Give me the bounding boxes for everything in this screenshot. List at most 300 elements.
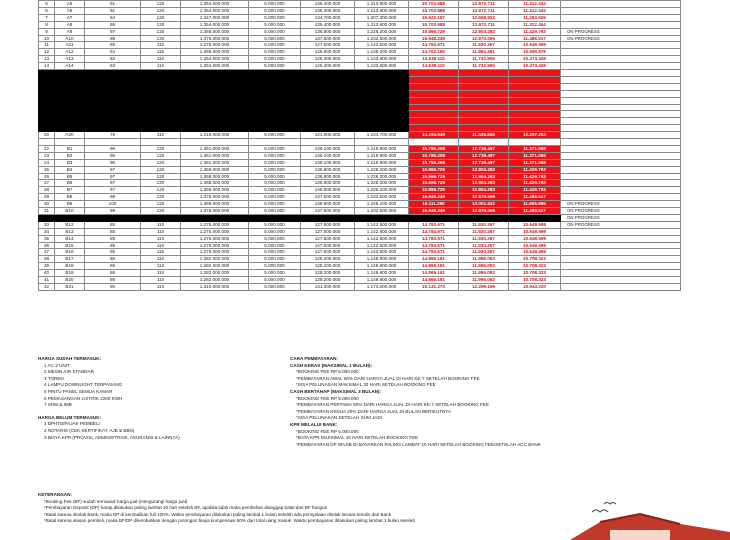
house-illustration — [570, 500, 730, 540]
table-row — [39, 242, 681, 249]
price-cell: 1.275.000.000 — [181, 242, 249, 249]
blank-cell — [561, 125, 681, 132]
unit-no-cell: 27 — [39, 180, 55, 187]
redacted-row — [39, 111, 681, 118]
installment-3-cell: 11.429.793 — [509, 28, 561, 35]
note-item: 6 PEMASANGAN LISTRIK 2200 KWH — [44, 395, 123, 401]
redacted-cell — [39, 97, 409, 104]
down-payment-cell: 125.400.000 — [301, 56, 355, 63]
blank-cell — [141, 138, 181, 145]
price-cell: 1.375.000.000 — [181, 208, 249, 215]
table-section-c — [39, 221, 681, 290]
unit-code-cell: A14 — [55, 63, 85, 70]
separator-row — [39, 214, 681, 221]
down-payment-cell: 127.500.000 — [301, 228, 355, 235]
table-row — [39, 208, 681, 215]
land-area-cell: 85 — [85, 42, 141, 49]
redacted-red-cell — [509, 125, 561, 132]
table-row — [39, 49, 681, 56]
building-size-cell: 110 — [141, 263, 181, 270]
price-cell: 1.219.000.000 — [181, 132, 249, 139]
price-cell: 1.275.000.000 — [181, 221, 249, 228]
blank-cell — [561, 111, 681, 118]
installment-3-cell: 10.473.426 — [509, 56, 561, 63]
notes-left — [38, 356, 278, 441]
installment-2-cell: 11.930.267 — [459, 228, 509, 235]
price-cell: 1.368.000.000 — [181, 180, 249, 187]
table-row — [39, 194, 681, 201]
unit-no-cell: 29 — [39, 194, 55, 201]
cash-list — [290, 369, 720, 389]
status-cell: ON PROGRESS — [561, 35, 681, 42]
redacted-cell — [39, 90, 409, 97]
building-size-cell: 120 — [141, 145, 181, 152]
land-area-cell: 98 — [85, 208, 141, 215]
price-table — [38, 0, 681, 291]
status-cell — [561, 277, 681, 284]
kpr-amount-cell: 1.219.900.000 — [355, 159, 409, 166]
building-size-cell: 110 — [141, 56, 181, 63]
price-cell: 1.275.000.000 — [181, 249, 249, 256]
table-row-20 — [39, 132, 681, 146]
booking-fee-cell: 5.000.000 — [249, 221, 301, 228]
redacted-cell — [39, 76, 409, 83]
installment-2-cell: 11.996.053 — [459, 256, 509, 263]
installment-3-cell: 11.312.344 — [509, 7, 561, 14]
land-area-cell: 97 — [85, 187, 141, 194]
down-payment-cell: 136.800.000 — [301, 180, 355, 187]
note-item: *PEMBAYARAN AWAL 60% DARI HARGA JUAL DI HARI KE-7 SETELAH BOOKING FEE — [296, 375, 480, 381]
blank-cell — [409, 138, 459, 145]
redacted-red-cell — [459, 118, 509, 125]
note-item: 5 PINTU PANEL SEMUA KAMAR — [44, 388, 113, 394]
down-payment-cell: 131.000.000 — [301, 284, 355, 291]
installment-3-cell: 10.649.599 — [509, 42, 561, 49]
status-cell — [561, 242, 681, 249]
installment-1-cell: 14.539.110 — [409, 56, 459, 63]
status-cell: ON PROGRESS — [561, 201, 681, 208]
unit-no-cell: 30 — [39, 201, 55, 208]
booking-fee-cell: 5.000.000 — [249, 235, 301, 242]
price-cell: 1.368.000.000 — [181, 166, 249, 173]
kpr-amount-cell: 1.104.700.000 — [355, 132, 409, 139]
installment-2-cell: 12.738.497 — [459, 145, 509, 152]
status-cell — [561, 187, 681, 194]
status-cell — [561, 56, 681, 63]
booking-fee-cell: 5.000.000 — [249, 49, 301, 56]
installment-3-cell: 10.708.323 — [509, 256, 561, 263]
table-row — [39, 235, 681, 242]
redacted-red-cell — [509, 118, 561, 125]
land-area-cell: 95 — [85, 21, 141, 28]
blank-cell — [561, 97, 681, 104]
blank-cell — [561, 90, 681, 97]
installment-3-cell: 11.605.965 — [509, 201, 561, 208]
installment-1-cell: 15.866.729 — [409, 166, 459, 173]
land-area-cell: 96 — [85, 152, 141, 159]
excluded-title: HARGA BELUM TERMASUK: — [38, 414, 102, 420]
booking-fee-cell: 5.000.000 — [249, 63, 301, 70]
installment-1-cell: 15.948.249 — [409, 194, 459, 201]
included-title: HARGA SUDAH TERMASUK: — [38, 356, 102, 361]
status-cell — [561, 166, 681, 173]
unit-code-cell: B4 — [55, 166, 85, 173]
table-section-b — [39, 145, 681, 214]
building-size-cell: 120 — [141, 208, 181, 215]
down-payment-cell: 128.200.000 — [301, 270, 355, 277]
table-row — [39, 35, 681, 42]
unit-code-cell: B16 — [55, 249, 85, 256]
building-size-cell: 120 — [141, 194, 181, 201]
down-payment-cell: 136.800.000 — [301, 173, 355, 180]
land-area-cell: 86 — [85, 263, 141, 270]
blank-cell — [55, 138, 85, 145]
installment-3-cell: 10.708.323 — [509, 263, 561, 270]
redacted-red-cell — [409, 111, 459, 118]
booking-fee-cell: 5.000.000 — [249, 166, 301, 173]
unit-code-cell: A5 — [55, 1, 85, 8]
installment-3-cell: 10.649.599 — [509, 221, 561, 228]
down-payment-cell: 136.800.000 — [301, 28, 355, 35]
redacted-row — [39, 118, 681, 125]
note-item: *BATA KPR MAKSIMAL 10 HARI SETELAH BOOKING FEE — [296, 435, 419, 441]
booking-fee-cell: 5.000.000 — [249, 14, 301, 21]
unit-code-cell: B12 — [55, 221, 85, 228]
down-payment-cell: 126.800.000 — [301, 49, 355, 56]
unit-code-cell: B9 — [55, 201, 85, 208]
redacted-red-cell — [459, 76, 509, 83]
installment-3-cell: 11.488.517 — [509, 208, 561, 215]
price-cell: 1.368.000.000 — [181, 28, 249, 35]
price-cell: 1.354.000.000 — [181, 7, 249, 14]
booking-fee-cell: 5.000.000 — [249, 173, 301, 180]
table-row — [39, 7, 681, 14]
land-area-cell: 84 — [85, 49, 141, 56]
installment-1-cell: 14.865.191 — [409, 263, 459, 270]
kpr-amount-cell: 1.142.500.000 — [355, 242, 409, 249]
booking-fee-cell: 5.000.000 — [249, 159, 301, 166]
unit-code-cell: B20 — [55, 277, 85, 284]
land-area-cell: 97 — [85, 28, 141, 35]
installment-2-cell: 12.606.923 — [459, 14, 509, 21]
table-row — [39, 1, 681, 8]
installment-3-cell: 11.488.517 — [509, 35, 561, 42]
status-cell — [561, 180, 681, 187]
installment-3-cell: 10.590.875 — [509, 49, 561, 56]
blank-cell — [301, 138, 355, 145]
blank-cell — [561, 104, 681, 111]
price-cell: 1.375.000.000 — [181, 35, 249, 42]
note-item: 7 SHM & IMB — [44, 402, 72, 408]
installment-2-cell: 11.930.267 — [459, 249, 509, 256]
booking-fee-cell: 5.000.000 — [249, 145, 301, 152]
redacted-red-cell — [409, 118, 459, 125]
land-area-cell: 83 — [85, 56, 141, 63]
install-list — [290, 396, 720, 422]
unit-code-cell: B15 — [55, 242, 85, 249]
kpr-amount-cell: 1.226.200.000 — [355, 180, 409, 187]
down-payment-cell: 127.500.000 — [301, 42, 355, 49]
booking-fee-cell: 5.000.000 — [249, 56, 301, 63]
installment-3-cell: 10.708.323 — [509, 277, 561, 284]
blank-cell — [561, 118, 681, 125]
installment-1-cell: 15.703.688 — [409, 1, 459, 8]
land-area-cell: 91 — [85, 1, 141, 8]
unit-no-cell: 31 — [39, 208, 55, 215]
redacted-row — [39, 70, 681, 77]
redacted-red-cell — [509, 111, 561, 118]
unit-no-cell: 41 — [39, 277, 55, 284]
installment-2-cell: 12.870.069 — [459, 208, 509, 215]
blank-row — [39, 138, 681, 145]
installment-2-cell: 11.864.481 — [459, 49, 509, 56]
land-area-cell: 96 — [85, 145, 141, 152]
redacted-cell — [39, 83, 409, 90]
land-area-cell: 85 — [85, 242, 141, 249]
land-area-cell: 97 — [85, 166, 141, 173]
redacted-row — [39, 83, 681, 90]
booking-fee-cell: 5.000.000 — [249, 228, 301, 235]
status-cell — [561, 263, 681, 270]
kpr-amount-cell: 1.142.500.000 — [355, 228, 409, 235]
status-cell — [561, 21, 681, 28]
redacted-cell — [39, 118, 409, 125]
kpr-amount-cell: 1.142.500.000 — [355, 221, 409, 228]
payment-title: CARA PEMBAYARAN: — [290, 356, 338, 361]
cash-title: CASH KERAS (MAKSIMAL 1 BULAN): — [290, 362, 373, 368]
kpr-amount-cell: 1.148.800.000 — [355, 270, 409, 277]
table-row — [39, 145, 681, 152]
installment-2-cell: 12.804.283 — [459, 166, 509, 173]
status-cell — [561, 194, 681, 201]
price-cell: 1.275.000.000 — [181, 235, 249, 242]
table-row — [39, 256, 681, 263]
status-cell: ON PROGRESS — [561, 28, 681, 35]
land-area-cell: 86 — [85, 256, 141, 263]
building-size-cell: 120 — [141, 173, 181, 180]
unit-no-cell: 36 — [39, 242, 55, 249]
installment-1-cell: 15.866.729 — [409, 187, 459, 194]
note-item: *Booking Fee (BF) sudah termasuk harga jual (mengurangi harga jual) — [44, 498, 188, 504]
booking-fee-cell: 5.000.000 — [249, 208, 301, 215]
note-item: *Pembayaran Deposit (DP) harap dilakukan paling lambat 10 hari setelah BF, apabila tidak maka pembelian dianggap batal dan BF hangus — [44, 505, 327, 511]
booking-fee-cell: 5.000.000 — [249, 21, 301, 28]
status-cell — [561, 132, 681, 139]
blank-cell — [561, 70, 681, 77]
note-item: *SISA PELUNASAN MAKSIMAL 30 HARI SETELAH BOOKING FEE — [296, 382, 436, 388]
redacted-red-cell — [459, 83, 509, 90]
separator-cell — [39, 214, 561, 221]
installment-2-cell: 12.738.497 — [459, 152, 509, 159]
price-cell: 1.354.000.000 — [181, 1, 249, 8]
note-item: *BOOKING FEE RP 5.000.000 — [296, 369, 359, 375]
status-cell — [561, 42, 681, 49]
installment-3-cell: 11.371.068 — [509, 159, 561, 166]
note-item: *PEMBAYARAN PERTAMA 60% DARI HARGA JUAL DI HARI KE-7 SETELAH BOOKING FEE — [296, 402, 489, 408]
land-area-cell: 100 — [85, 201, 141, 208]
redacted-red-cell — [509, 97, 561, 104]
excluded-list — [38, 421, 278, 441]
blank-cell — [39, 138, 55, 145]
table-row — [39, 263, 681, 270]
booking-fee-cell: 5.000.000 — [249, 277, 301, 284]
blank-cell — [561, 138, 681, 145]
building-size-cell: 110 — [141, 235, 181, 242]
installment-2-cell: 12.672.711 — [459, 7, 509, 14]
installment-1-cell: 15.131.273 — [409, 284, 459, 291]
redacted-red-cell — [409, 70, 459, 77]
installment-2-cell: 13.001.642 — [459, 201, 509, 208]
note-item: *Batal karena alasan pembeli, maka BF/DP dikembalikan dengan potongan biaya kompensasi 50% dari total uang masuk. Waktu pembayaran dilakukan paling lambat 1 bulan setelah — [44, 518, 416, 524]
unit-no-cell: 25 — [39, 166, 55, 173]
table-row — [39, 152, 681, 159]
kpr-amount-cell: 1.148.800.000 — [355, 277, 409, 284]
unit-no-cell: 37 — [39, 249, 55, 256]
price-cell: 1.368.000.000 — [181, 173, 249, 180]
kpr-amount-cell: 1.123.600.000 — [355, 56, 409, 63]
land-area-cell: 78 — [85, 132, 141, 139]
status-cell — [561, 228, 681, 235]
kpr-amount-cell: 1.207.300.000 — [355, 14, 409, 21]
booking-fee-cell: 5.000.000 — [249, 263, 301, 270]
table-row — [39, 56, 681, 63]
unit-code-cell: A12 — [55, 49, 85, 56]
installment-3-cell: 10.649.599 — [509, 242, 561, 249]
table-row — [39, 228, 681, 235]
table-row — [39, 270, 681, 277]
price-cell: 1.254.000.000 — [181, 63, 249, 70]
installment-2-cell: 12.804.283 — [459, 187, 509, 194]
redacted-red-cell — [459, 125, 509, 132]
redacted-row — [39, 97, 681, 104]
kpr-amount-cell: 1.148.800.000 — [355, 263, 409, 270]
kpr-amount-cell: 1.232.500.000 — [355, 208, 409, 215]
installment-2-cell: 11.930.267 — [459, 235, 509, 242]
kpr-amount-cell: 1.226.200.000 — [355, 187, 409, 194]
down-payment-cell: 136.800.000 — [301, 187, 355, 194]
kpr-amount-cell: 1.213.600.000 — [355, 7, 409, 14]
kpr-amount-cell: 1.174.000.000 — [355, 284, 409, 291]
land-area-cell: 85 — [85, 221, 141, 228]
redacted-row — [39, 125, 681, 132]
installment-3-cell: 10.649.599 — [509, 235, 561, 242]
booking-fee-cell: 5.000.000 — [249, 270, 301, 277]
redacted-red-cell — [509, 104, 561, 111]
note-item: *BOOKING FEE RP 5.000.000 — [296, 395, 359, 401]
status-cell — [561, 7, 681, 14]
price-cell: 1.347.000.000 — [181, 14, 249, 21]
down-payment-cell: 128.200.000 — [301, 263, 355, 270]
note-item: *PEMBAYARAN KEDUA 20% DARI HARGA JUAL DI BULAN BERIKUTNYA — [296, 408, 452, 414]
building-size-cell: 120 — [141, 21, 181, 28]
installment-1-cell: 14.783.671 — [409, 242, 459, 249]
building-size-cell: 110 — [141, 242, 181, 249]
unit-code-cell: A11 — [55, 42, 85, 49]
table-row — [39, 63, 681, 70]
unit-no-cell: 22 — [39, 145, 55, 152]
down-payment-cell: 137.500.000 — [301, 35, 355, 42]
unit-no-cell: 26 — [39, 173, 55, 180]
installment-2-cell: 11.535.550 — [459, 132, 509, 139]
table-section-a — [39, 1, 681, 70]
building-size-cell: 110 — [141, 42, 181, 49]
table-row — [39, 28, 681, 35]
down-payment-cell: 127.500.000 — [301, 235, 355, 242]
unit-no-cell: 13 — [39, 56, 55, 63]
redacted-red-cell — [409, 104, 459, 111]
notes-right — [290, 356, 720, 448]
building-size-cell: 120 — [141, 152, 181, 159]
land-area-cell: 94 — [85, 14, 141, 21]
installment-1-cell: 15.622.167 — [409, 14, 459, 21]
kpr-amount-cell: 1.148.800.000 — [355, 256, 409, 263]
redacted-red-cell — [459, 90, 509, 97]
kpr-amount-cell: 1.136.200.000 — [355, 49, 409, 56]
kpr-amount-cell: 1.226.200.000 — [355, 173, 409, 180]
note-item: 1 BPHTB/PAJAK PEMBELI — [44, 421, 100, 427]
land-area-cell: 90 — [85, 284, 141, 291]
price-cell: 1.282.000.000 — [181, 263, 249, 270]
down-payment-cell: 128.200.000 — [301, 277, 355, 284]
redacted-red-cell — [509, 70, 561, 77]
status-cell — [561, 159, 681, 166]
installment-3-cell: 11.429.793 — [509, 180, 561, 187]
unit-code-cell: B3 — [55, 159, 85, 166]
unit-code-cell: B18 — [55, 263, 85, 270]
unit-no-cell: 11 — [39, 42, 55, 49]
unit-code-cell: A8 — [55, 21, 85, 28]
installment-1-cell: 14.702.150 — [409, 49, 459, 56]
unit-code-cell: B6 — [55, 180, 85, 187]
installment-1-cell: 15.703.688 — [409, 21, 459, 28]
unit-no-cell: 33 — [39, 221, 55, 228]
installment-3-cell: 11.429.793 — [509, 166, 561, 173]
land-area-cell: 98 — [85, 35, 141, 42]
bird-icon — [592, 510, 608, 512]
status-cell — [561, 235, 681, 242]
installment-3-cell: 10.297.253 — [509, 132, 561, 139]
redacted-red-cell — [459, 70, 509, 77]
table-row — [39, 173, 681, 180]
redacted-cell — [39, 70, 409, 77]
installment-1-cell: 15.703.688 — [409, 7, 459, 14]
bird-icon — [604, 503, 616, 505]
installment-1-cell: 14.783.671 — [409, 221, 459, 228]
unit-no-cell: 20 — [39, 132, 55, 139]
price-cell: 1.354.000.000 — [181, 21, 249, 28]
table-row — [39, 221, 681, 228]
status-cell — [561, 63, 681, 70]
redacted-red-cell — [409, 125, 459, 132]
booking-fee-cell: 5.000.000 — [249, 180, 301, 187]
table-blackout-block — [39, 70, 681, 132]
note-item: *Batal karena ditolak Bank, maka DP di kembalikan full 100%. Waktu pembayaran dilakukan paling lambat 1 bulan setelah ada pernyataan ditolak secara tertulis dari Bank — [44, 511, 392, 517]
installment-3-cell: 10.473.426 — [509, 63, 561, 70]
installment-1-cell: 15.785.208 — [409, 145, 459, 152]
price-cell: 1.282.000.000 — [181, 277, 249, 284]
status-cell — [561, 1, 681, 8]
unit-code-cell: A6 — [55, 7, 85, 14]
unit-code-cell: B17 — [55, 256, 85, 263]
unit-no-cell: 5 — [39, 1, 55, 8]
installment-1-cell: 15.948.249 — [409, 35, 459, 42]
unit-code-cell: A9 — [55, 28, 85, 35]
redacted-cell — [39, 104, 409, 111]
price-cell: 1.361.000.000 — [181, 145, 249, 152]
blank-cell — [561, 83, 681, 90]
booking-fee-cell: 5.000.000 — [249, 42, 301, 49]
installment-2-cell: 11.996.053 — [459, 270, 509, 277]
